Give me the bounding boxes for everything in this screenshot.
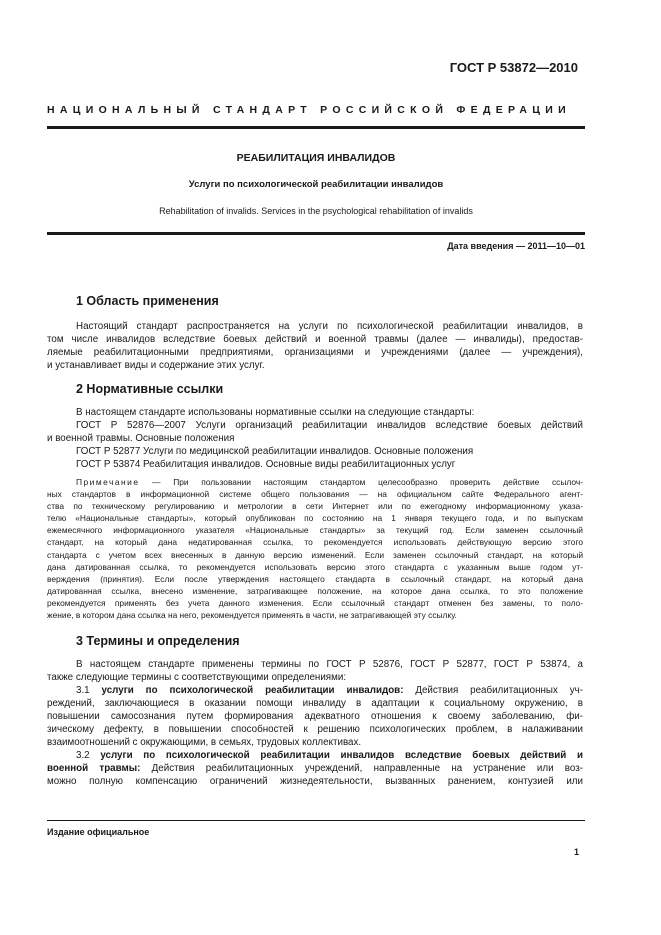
section-3-heading: 3 Термины и определения [76, 634, 240, 648]
section-2-heading: 2 Нормативные ссылки [76, 382, 224, 396]
term-3-2-name-end: военной травмы: [47, 763, 141, 774]
text-line: и устанавливает виды и содержание этих услуг. [47, 360, 265, 371]
text-line: реждений, заключающиеся в оказании помощи инвалиду в адаптации к социальному окружению, в [47, 698, 583, 709]
text-line: В настоящем стандарте применены термины по ГОСТ Р 52876, ГОСТ Р 52877, ГОСТ Р 53874, а [76, 659, 583, 670]
section-1-body [47, 320, 583, 372]
section-3-body [47, 658, 583, 788]
text-line: В настоящем стандарте использованы нормативные ссылки на следующие стандарты: [76, 407, 475, 418]
note-label: Примечание [76, 477, 140, 487]
footer-divider [47, 820, 585, 821]
note-line: стандарта с учетом всех внесенных в данную версию изменений. Если заменен ссылочный стандарт, на который [47, 549, 583, 560]
note-line: ежемесячного информационного указателя «Национальные стандарты» за текущий год. Если заменен ссылочный [47, 525, 583, 536]
term-3-1-name: услуги по психологической реабилитации инвалидов: [101, 685, 404, 696]
note-line: стандарт, на который дана недатированная ссылка, то рекомендуется использовать действующую версию этого [47, 537, 583, 548]
note-line: дана датированная ссылка, то рекомендуется использовать версию этого стандарта с указанным выше годом ут- [47, 561, 583, 572]
document-code: ГОСТ Р 53872—2010 [449, 60, 578, 75]
text-line: ляемые реабилитационными предприятиями, организациями и учреждениями (далее — учреждения), [47, 347, 583, 358]
standard-subtitle: Услуги по психологической реабилитации инвалидов [188, 179, 444, 190]
standard-title: РЕАБИЛИТАЦИЯ ИНВАЛИДОВ [236, 152, 396, 164]
section-1-heading: 1 Область применения [76, 294, 219, 308]
note-line: рекомендуется применять без учета данного изменения. Если ссылочный стандарт отменен без замены, то поло- [47, 597, 583, 608]
header-divider [47, 126, 585, 129]
term-3-2-first-line [47, 749, 583, 762]
note-text: — При пользовании настоящим стандартом целесообразно проверить действие ссылоч- [139, 477, 583, 487]
text-line: также следующие термины с соответствующими определениями: [47, 672, 347, 683]
note-line: телю «Национальные стандарты», который опубликован по состоянию на 1 января текущего года, и по выпускам [47, 513, 583, 524]
term-number: 3.2 [76, 750, 101, 761]
term-3-1-first-line [47, 684, 583, 697]
national-standard-banner: НАЦИОНАЛЬНЫЙ СТАНДАРТ РОССИЙСКОЙ ФЕДЕРАЦИИ [47, 104, 571, 116]
term-3-2-name: услуги по психологической реабилитации инвалидов вследствие боевых действий и [100, 750, 583, 761]
note-first-line [47, 476, 583, 488]
note-line: жение, в котором дана ссылка на него, рекомендуется применять в части, не затрагивающей эту ссылку. [47, 610, 457, 621]
english-title: Rehabilitation of invalids. Services in the psychological rehabilitation of invalids [159, 206, 473, 216]
note-line: ства по техническому регулированию и метрологии в сети Интернет или по ежегодному информационному указа- [47, 501, 583, 512]
page-number: 1 [573, 847, 579, 857]
text-line: ГОСТ Р 52877 Услуги по медицинской реабилитации инвалидов. Основные положения [76, 446, 474, 457]
title-divider [47, 232, 585, 235]
text-line: зическому дефекту, в повышении способностей к решению психологических проблем, в налаживании [47, 724, 583, 735]
text-line: ГОСТ Р 52876—2007 Услуги организаций реабилитации инвалидов вследствие боевых действий [76, 420, 583, 431]
term-text: Действия реабилитационных уч- [403, 685, 584, 696]
term-number: 3.1 [76, 685, 102, 696]
note-line: верждения (принятия). Если после утверждения настоящего стандарта в ссылочный стандарт, на который дана [47, 573, 583, 584]
term-text: Действия реабилитационных учреждений, направленные на устранение или воз- [140, 763, 583, 774]
section-2-note [47, 476, 583, 621]
text-line: взаимоотношений с окружающими, в семьях, трудовых коллективах. [47, 737, 362, 748]
introduction-date: Дата введения — 2011—10—01 [447, 241, 585, 251]
note-line: датированная ссылка, внесено изменение, затрагивающее положение, на которое дана ссылка, то это положение [47, 585, 583, 596]
text-line: повышении самосознания путем формирования адекватного отношения к своему заболеванию, фи- [47, 711, 583, 722]
section-2-body [47, 406, 583, 471]
text-line: можно полную компенсацию ограничений жизнедеятельности, вызванных ранением, контузией или [47, 776, 583, 787]
text-line: ГОСТ Р 53874 Реабилитация инвалидов. Основные виды реабилитационных услуг [76, 459, 456, 470]
official-edition-label: Издание официальное [47, 827, 150, 837]
note-line: ных стандартов в информационной системе общего пользования — на официальном сайте Федерального агент- [47, 489, 583, 500]
text-line: том числе инвалидов вследствие боевых действий и военной травмы (далее — инвалиды), предостав- [47, 334, 583, 345]
term-3-2-second-line [47, 762, 583, 775]
text-line: и военной травмы. Основные положения [47, 433, 235, 444]
text-line: Настоящий стандарт распространяется на услуги по психологической реабилитации инвалидов, в [76, 321, 583, 332]
